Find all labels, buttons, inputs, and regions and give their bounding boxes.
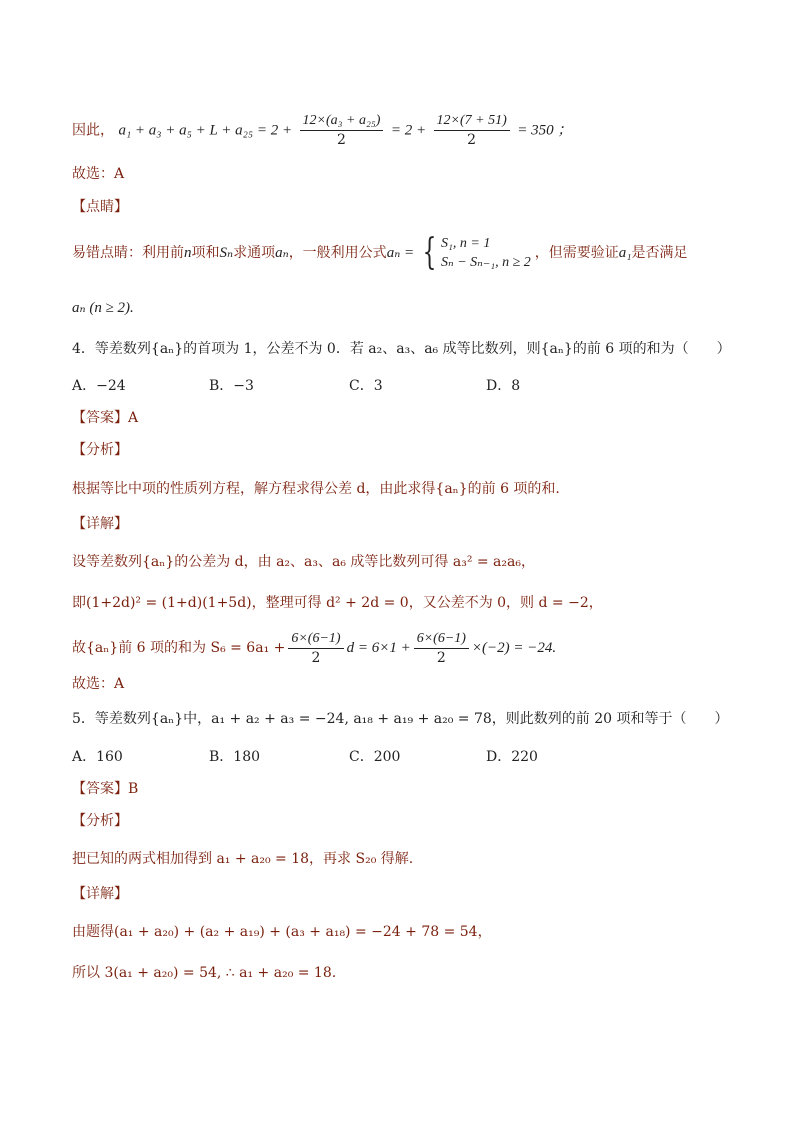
q4-fraction-2-numerator: 6×(6−1) [414, 630, 469, 649]
q4-stem: 4．等差数列{aₙ}的首项为 1，公差不为 0．若 a₂、a₃、a₆ 成等比数列，则{aₙ}的前 6 项的和为（ ） [72, 341, 731, 357]
fraction-1-numerator: 12×(a₃ + a₂₅) [300, 112, 384, 131]
equation-sum: a₁ + a₃ + a₅ + L + a₂₅ = 2 + [118, 122, 293, 139]
q4-d3-mid: d = 6×1 + [346, 640, 411, 656]
error-tip-an-formula: aₙ = [386, 245, 415, 261]
error-tip-text5: ，但需要验证 [534, 245, 619, 261]
q4-analysis-text: 根据等比中项的性质列方程，解方程求得公差 d，由此求得{aₙ}的前 6 项的和. [72, 481, 560, 497]
equation-prefix: 因此， [72, 122, 114, 139]
q5-option-a: A．160 [72, 749, 123, 765]
q4-fraction-2-denominator: 2 [436, 649, 446, 666]
q5-detail-line2: 所以 3(a₁ + a₂₀) = 54, ∴ a₁ + a₂₀ = 18. [72, 965, 337, 981]
error-tip-text4: ，一般利用公式 [288, 245, 387, 261]
equation-end: = 350 ； [517, 122, 573, 139]
error-tip-text3: 求通项 [233, 245, 276, 261]
left-brace-glyph: { [422, 232, 437, 273]
q4-answer: 【答案】A [72, 410, 139, 426]
q4-option-a: A．−24 [72, 378, 126, 394]
fraction-1-denominator: 2 [337, 132, 346, 148]
q4-option-b: B．−3 [209, 378, 254, 394]
error-tip-sn: Sₙ [219, 245, 234, 261]
q5-stem: 5．等差数列{aₙ}中，a₁ + a₂ + a₃ = −24, a₁₈ + a₁₉ + a₂₀ = 78，则此数列的前 20 项和等于（ ） [72, 711, 729, 727]
error-tip-text1: 易错点睛：利用前 [72, 245, 184, 261]
q4-detail-heading: 【详解】 [72, 516, 128, 532]
fraction-2-numerator: 12×(7 + 51) [434, 112, 510, 131]
q4-fraction-1 [288, 630, 343, 667]
q4-option-c: C．3 [349, 378, 383, 394]
q4-choose: 故选：A [72, 676, 125, 692]
q5-detail-line1: 由题得(a₁ + a₂₀) + (a₂ + a₁₉) + (a₃ + a₁₈) = −24 + 78 = 54， [72, 924, 492, 940]
q4-detail-line3 [72, 628, 556, 668]
q5-option-d: D．220 [486, 749, 538, 765]
error-tip-line [72, 231, 688, 275]
q5-option-b: B．180 [209, 749, 261, 765]
sum-equation-line [72, 112, 572, 149]
error-tip-n: n [184, 245, 192, 261]
fraction-2-denominator: 2 [467, 132, 477, 148]
case-1: S₁, n = 1 [441, 236, 491, 251]
dianjing-heading: 【点睛】 [72, 199, 128, 215]
cases-brace [418, 234, 531, 272]
q4-fraction-2 [414, 630, 469, 667]
q5-answer: 【答案】B [72, 781, 139, 797]
q5-analysis-text: 把已知的两式相加得到 a₁ + a₂₀ = 18，再求 S₂₀ 得解. [72, 851, 414, 867]
error-tip-text2: 项和 [191, 245, 220, 261]
cases-body [441, 234, 531, 272]
fraction-2 [434, 112, 510, 149]
error-tip-an: aₙ [275, 245, 289, 261]
error-tip-line2: aₙ (n ≥ 2). [72, 300, 134, 316]
error-tip-text6: 是否满足 [631, 245, 688, 261]
q5-option-c: C．200 [349, 749, 401, 765]
q4-fraction-1-denominator: 2 [311, 649, 321, 666]
q5-detail-heading: 【详解】 [72, 886, 128, 902]
q4-detail-line2: 即(1+2d)² = (1+d)(1+5d)，整理可得 d² + 2d = 0，又公差不为 0，则 d = −2， [72, 595, 603, 611]
q4-fraction-1-numerator: 6×(6−1) [288, 630, 343, 649]
q4-detail-line1: 设等差数列{aₙ}的公差为 d，由 a₂、a₃、a₆ 成等比数列可得 a₃² = a₂a₆， [72, 554, 535, 570]
error-tip-a1: a₁ [618, 245, 632, 261]
q4-analysis-heading: 【分析】 [72, 442, 128, 458]
q4-d3-prefix: 故{aₙ}前 6 项的和为 S₆ = 6a₁ + [72, 640, 286, 656]
choose-a-first: 故选：A [72, 166, 125, 182]
equation-mid: = 2 + [390, 122, 427, 139]
fraction-1 [300, 112, 384, 149]
q5-analysis-heading: 【分析】 [72, 813, 128, 829]
q4-d3-end: ×(−2) = −24. [471, 640, 557, 656]
case-2: Sₙ − Sₙ₋₁, n ≥ 2 [441, 255, 531, 270]
q4-option-d: D．8 [486, 378, 521, 394]
